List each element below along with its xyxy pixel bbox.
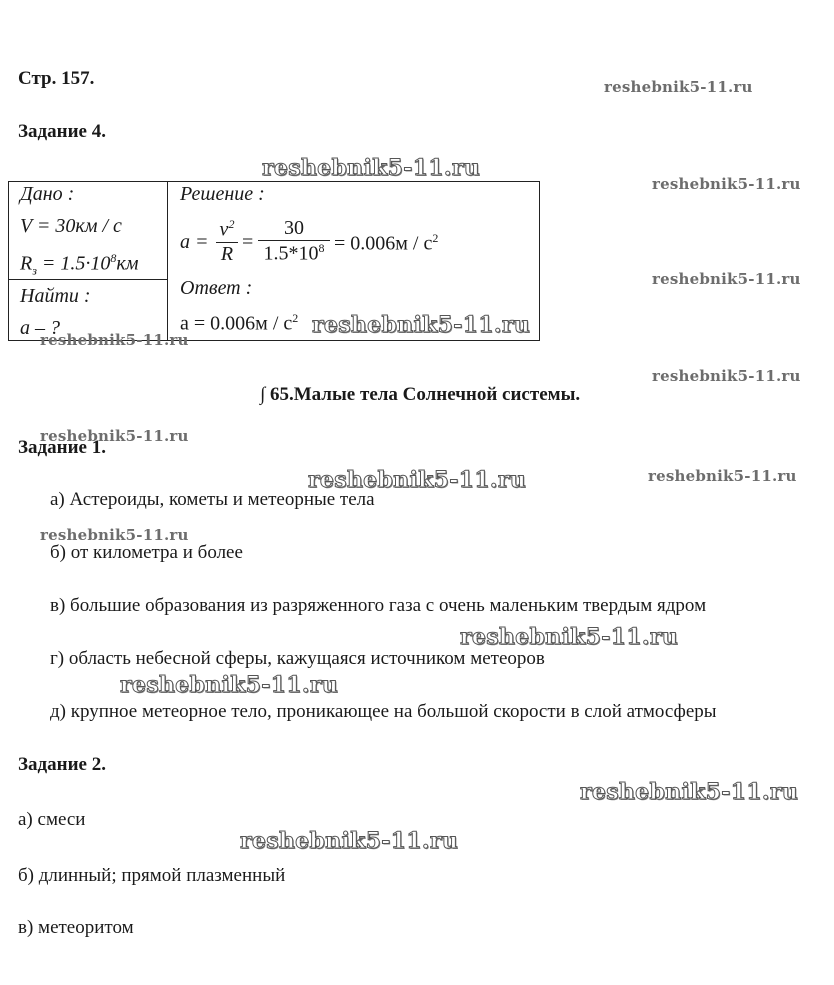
table-divider-vertical [167,181,168,341]
given-radius: $R_з = 1.5\cdot 10^8км$ [20,251,139,278]
equals-sign: = [242,231,254,253]
task1-item-b: б) от километра и более [50,542,243,563]
watermark: reshebnik5-11.ru [652,367,801,385]
task1-item-e: д) крупное метеорное тело, проникающее на большой скорости в слой атмосферы [50,701,717,722]
watermark: reshebnik5-11.ru [40,331,189,349]
watermark: reshebnik5-11.ru [40,427,189,445]
section-title: ∫ 65.Малые тела Солнечной системы. [260,384,581,405]
fraction-numeric: 30 $1.5*10^8$ [258,217,330,266]
task1-item-a: а) Астероиды, кометы и метеорные тела [50,489,375,510]
watermark: reshebnik5-11.ru [262,155,481,181]
watermark: reshebnik5-11.ru [312,312,531,338]
watermark: reshebnik5-11.ru [580,779,799,805]
table-divider-horizontal [8,279,168,280]
page-number: Стр. 157. [18,68,95,89]
given-label: Дано : [20,183,75,205]
solution-label: Решение : [180,183,265,205]
task2-item-c: в) метеоритом [18,917,134,938]
watermark: reshebnik5-11.ru [120,672,339,698]
watermark: reshebnik5-11.ru [40,526,189,544]
find-value: а – ? [20,317,60,339]
watermark: reshebnik5-11.ru [308,467,527,493]
watermark: reshebnik5-11.ru [648,467,797,485]
task2-item-a: а) смеси [18,809,86,830]
watermark: reshebnik5-11.ru [652,270,801,288]
task2-heading: Задание 2. [18,754,106,775]
given-velocity: V = 30км / с [20,215,122,237]
formula-a: a = [180,231,209,253]
answer-value: $a = 0.006м / с^2$ [180,311,299,335]
task4-heading: Задание 4. [18,121,106,142]
watermark: reshebnik5-11.ru [604,78,753,96]
watermark: reshebnik5-11.ru [652,175,801,193]
watermark: reshebnik5-11.ru [240,828,459,854]
answer-label: Ответ : [180,277,253,299]
task1-item-c: в) большие образования из разряженного газа с очень маленьким твердым ядром [50,595,707,616]
task1-item-d: г) область небесной сферы, кажущаяся источником метеоров [50,648,545,669]
task2-item-b: б) длинный; прямой плазменный [18,865,286,886]
fraction-v2-over-r: $v^2$ R [216,217,238,266]
watermark: reshebnik5-11.ru [460,624,679,650]
formula-result: = $0.006м / с^2$ [334,231,439,255]
find-label: Найти : [20,285,91,307]
task1-heading: Задание 1. [18,437,106,458]
